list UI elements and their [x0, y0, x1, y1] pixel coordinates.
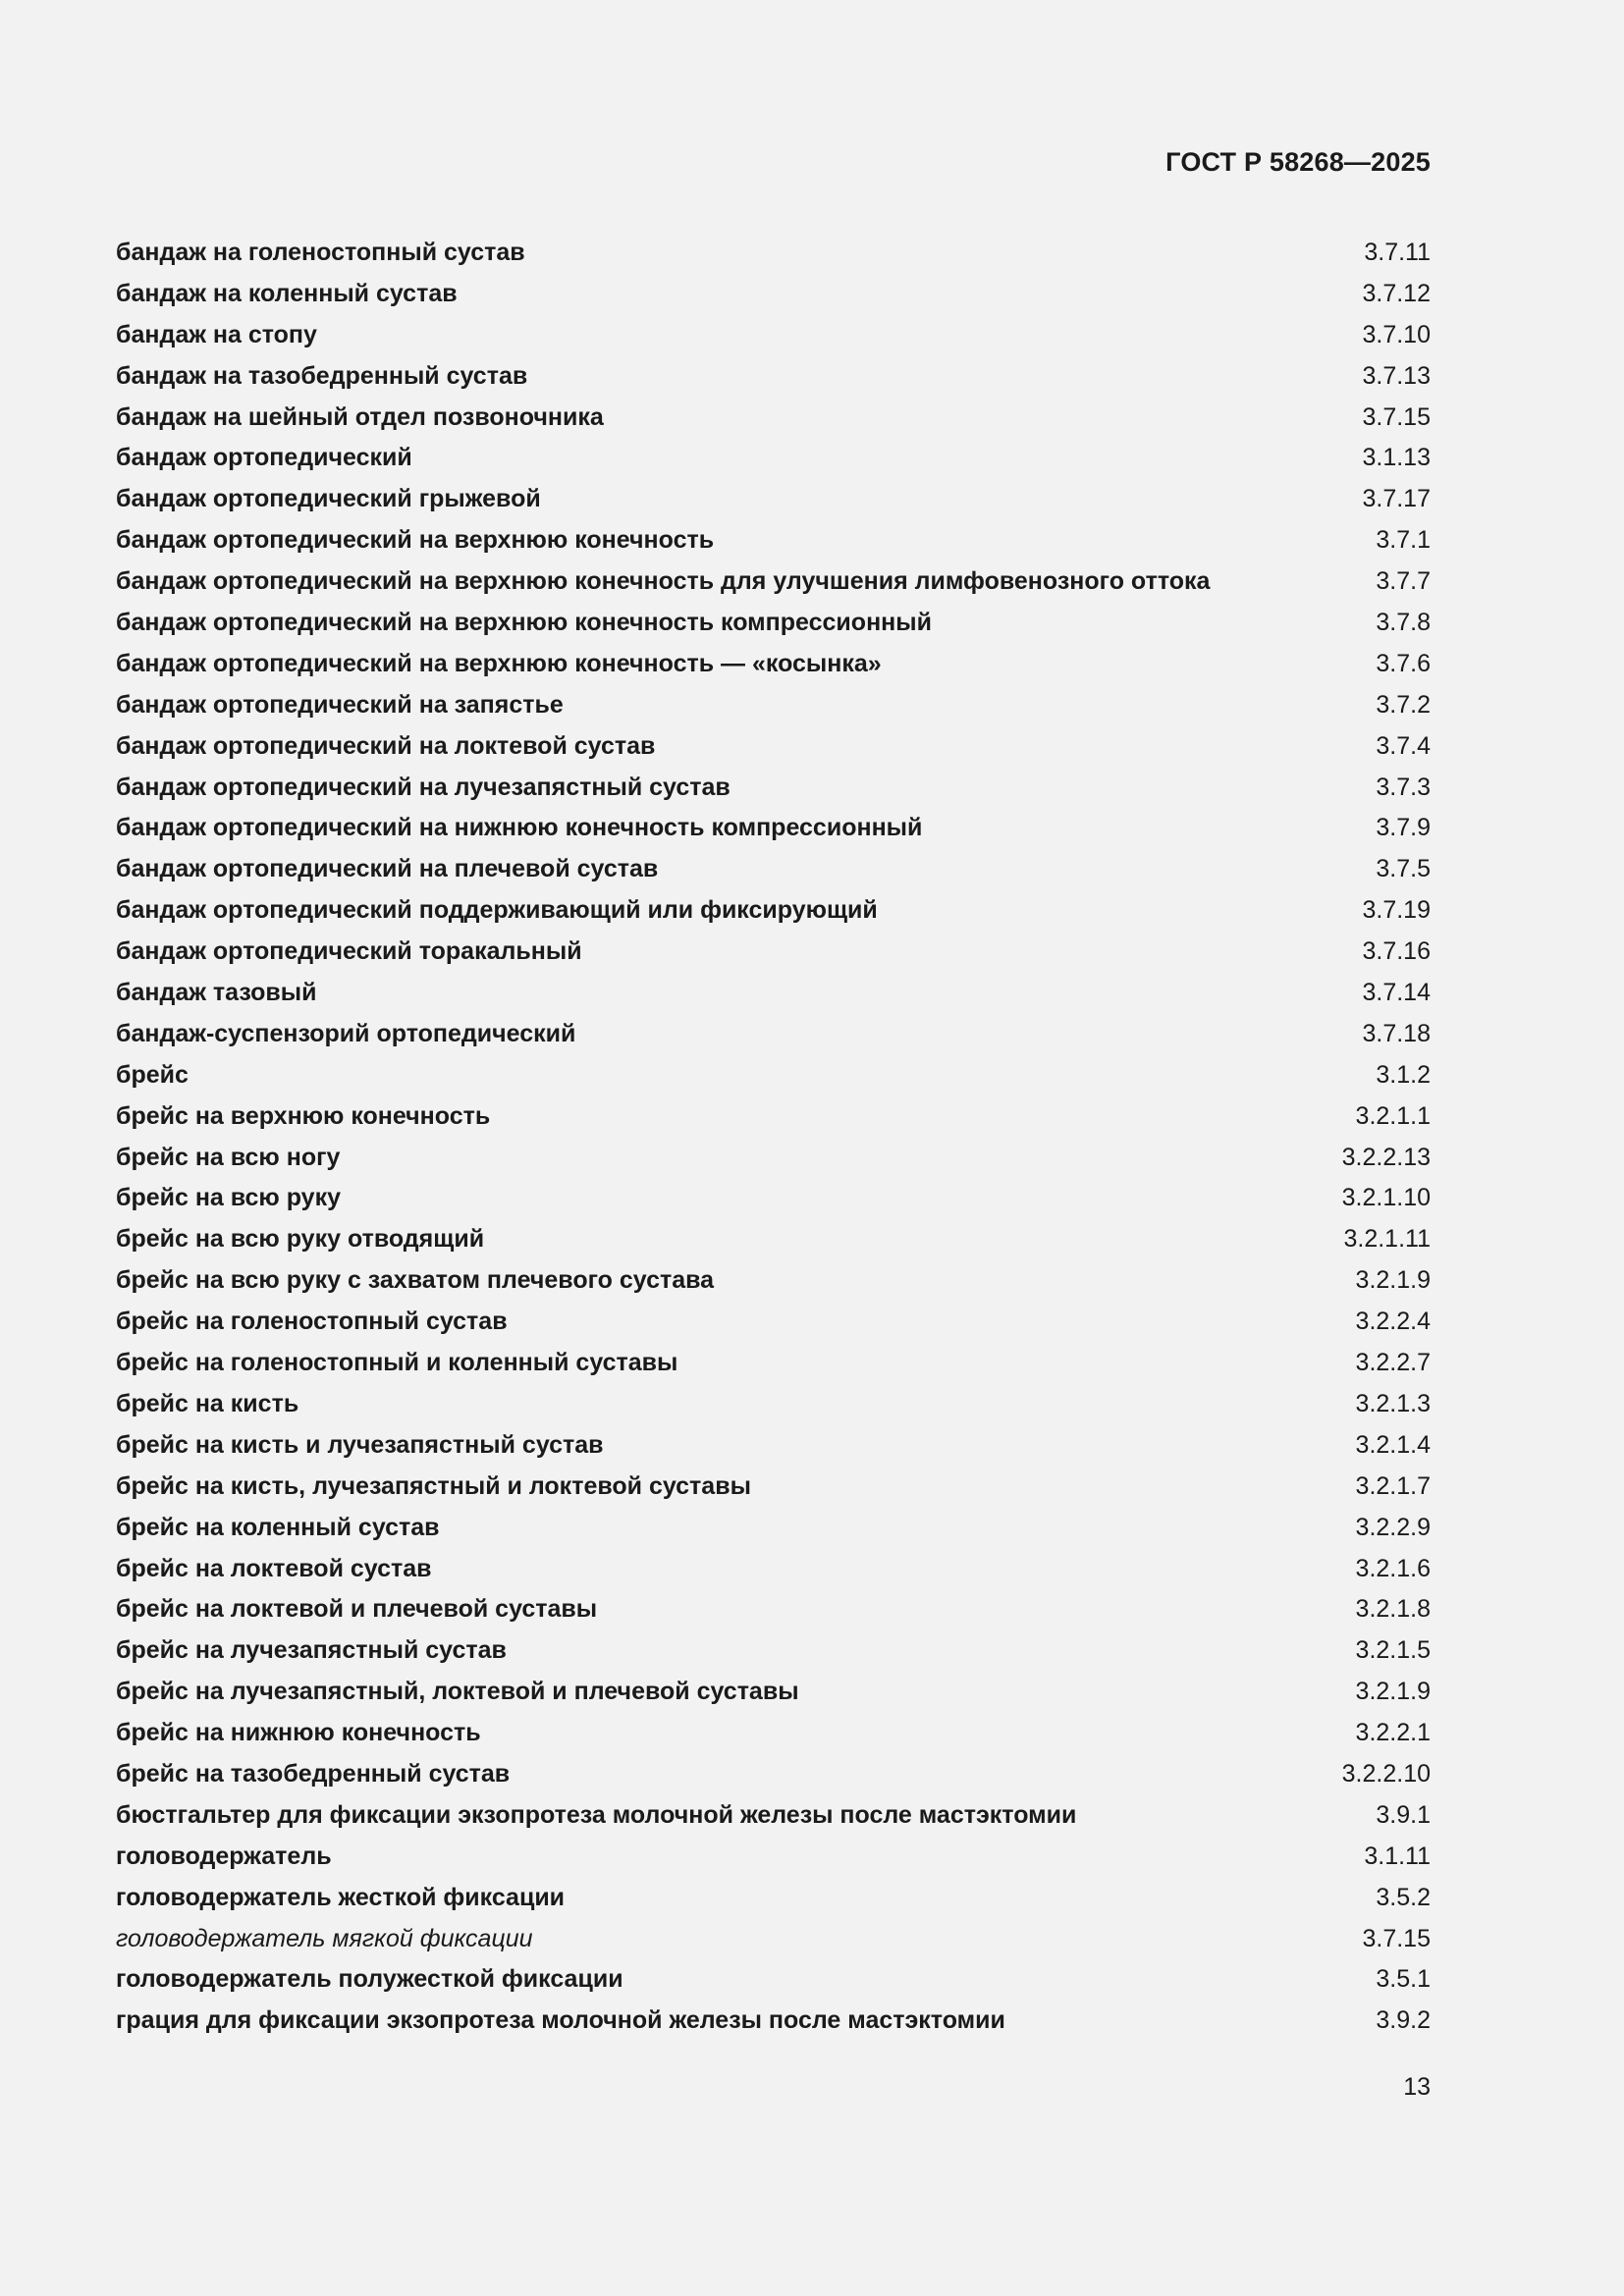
index-reference: 3.2.2.1	[1355, 1719, 1431, 1747]
index-term: брейс	[116, 1060, 189, 1089]
index-entry	[116, 1713, 1431, 1754]
index-term: брейс на всю руку	[116, 1184, 341, 1212]
index-reference: 3.1.13	[1362, 444, 1431, 472]
index-entry	[116, 520, 1431, 561]
index-entry	[116, 1467, 1431, 1508]
index-reference: 3.7.4	[1376, 731, 1431, 760]
index-entry	[116, 1014, 1431, 1055]
index-reference: 3.7.12	[1362, 279, 1431, 307]
index-entry	[116, 1795, 1431, 1837]
index-entry	[116, 603, 1431, 644]
index-reference: 3.2.2.13	[1341, 1143, 1431, 1171]
index-term: бандаж ортопедический на плечевой сустав	[116, 855, 659, 883]
index-term: бандаж на тазобедренный сустав	[116, 361, 528, 390]
index-reference: 3.7.10	[1362, 320, 1431, 348]
index-reference: 3.2.1.10	[1341, 1184, 1431, 1212]
index-term: бандаж ортопедический на верхнюю конечность компрессионный	[116, 609, 932, 637]
index-entry	[116, 1384, 1431, 1425]
index-entry	[116, 561, 1431, 603]
index-entry	[116, 233, 1431, 274]
index-term: брейс на всю руку с захватом плечевого сустава	[116, 1266, 715, 1295]
index-reference: 3.7.15	[1362, 1924, 1431, 1952]
index-entry	[116, 1055, 1431, 1096]
index-term: бандаж ортопедический поддерживающий или фиксирующий	[116, 896, 878, 925]
index-term: головодержатель мягкой фиксации	[116, 1924, 533, 1952]
index-term: брейс на кисть, лучезапястный и локтевой суставы	[116, 1471, 751, 1500]
index-entry	[116, 685, 1431, 726]
index-reference: 3.7.11	[1364, 239, 1431, 266]
index-entry	[116, 1589, 1431, 1630]
index-term: бандаж ортопедический на запястье	[116, 690, 564, 719]
index-reference: 3.5.1	[1376, 1965, 1431, 1994]
index-entry	[116, 1260, 1431, 1302]
index-term: бандаж ортопедический грыжевой	[116, 485, 541, 513]
index-reference: 3.2.2.7	[1355, 1349, 1431, 1377]
index-entry	[116, 1672, 1431, 1713]
index-entry	[116, 808, 1431, 849]
index-entry	[116, 356, 1431, 398]
index-reference: 3.7.15	[1362, 402, 1431, 431]
index-entry	[116, 438, 1431, 479]
index-term: брейс на всю руку отводящий	[116, 1225, 485, 1254]
index-term: бандаж ортопедический	[116, 444, 412, 472]
index-term: бандаж тазовый	[116, 979, 317, 1007]
index-term: брейс на тазобедренный сустав	[116, 1759, 511, 1788]
index-reference: 3.7.19	[1362, 896, 1431, 925]
index-entry	[116, 932, 1431, 973]
index-entry	[116, 1919, 1431, 1960]
page-number: 13	[1403, 2073, 1431, 2101]
index-term: брейс на локтевой сустав	[116, 1554, 432, 1582]
index-reference: 3.7.18	[1362, 1019, 1431, 1047]
index-term: головодержатель полужесткой фиксации	[116, 1965, 623, 1994]
index-reference: 3.9.2	[1376, 2006, 1431, 2035]
index-entry	[116, 1878, 1431, 1919]
index-reference: 3.9.1	[1376, 1800, 1431, 1829]
index-entry	[116, 890, 1431, 932]
index-reference: 3.2.2.9	[1355, 1513, 1431, 1541]
index-term: брейс на лучезапястный сустав	[116, 1636, 507, 1665]
index-entry	[116, 1302, 1431, 1343]
index-term: бандаж ортопедический на нижнюю конечность компрессионный	[116, 814, 923, 842]
index-entry	[116, 1096, 1431, 1138]
index-reference: 3.7.13	[1362, 361, 1431, 390]
index-reference: 3.5.2	[1376, 1883, 1431, 1911]
index-term: брейс на лучезапястный, локтевой и плечевой суставы	[116, 1678, 799, 1706]
index-term: бандаж на коленный сустав	[116, 279, 458, 307]
index-entry	[116, 315, 1431, 356]
index-term: брейс на кисть	[116, 1389, 299, 1417]
index-term: бандаж-суспензорий ортопедический	[116, 1019, 576, 1047]
index-entry	[116, 1343, 1431, 1384]
index-entry	[116, 768, 1431, 809]
index-term: бандаж на голеностопный сустав	[116, 239, 525, 266]
index-entry	[116, 274, 1431, 315]
index-reference: 3.7.9	[1376, 814, 1431, 842]
index-term: бандаж на стопу	[116, 320, 317, 348]
index-term: бандаж ортопедический на верхнюю конечность для улучшения лимфовенозного оттока	[116, 567, 1211, 596]
index-reference: 3.2.1.9	[1355, 1266, 1431, 1295]
index-reference: 3.7.2	[1376, 690, 1431, 719]
index-term: бюстгальтер для фиксации экзопротеза молочной железы после мастэктомии	[116, 1800, 1077, 1829]
index-reference: 3.2.1.5	[1355, 1636, 1431, 1665]
alphabetical-index	[116, 233, 1431, 2042]
index-reference: 3.7.3	[1376, 773, 1431, 801]
index-entry	[116, 1549, 1431, 1590]
index-entry	[116, 1508, 1431, 1549]
index-term: брейс на кисть и лучезапястный сустав	[116, 1430, 604, 1459]
index-term: головодержатель жесткой фиксации	[116, 1883, 566, 1911]
index-reference: 3.2.1.11	[1343, 1225, 1431, 1254]
index-reference: 3.7.16	[1362, 937, 1431, 966]
index-term: грация для фиксации экзопротеза молочной железы после мастэктомии	[116, 2006, 1005, 2035]
index-reference: 3.7.7	[1376, 567, 1431, 596]
index-entry	[116, 1630, 1431, 1672]
index-term: бандаж ортопедический на локтевой сустав	[116, 731, 656, 760]
index-reference: 3.7.14	[1362, 979, 1431, 1007]
index-reference: 3.2.2.4	[1355, 1308, 1431, 1336]
index-entry	[116, 973, 1431, 1014]
index-term: брейс на всю ногу	[116, 1143, 341, 1171]
index-term: бандаж на шейный отдел позвоночника	[116, 402, 604, 431]
index-term: брейс на голеностопный сустав	[116, 1308, 508, 1336]
index-entry	[116, 1754, 1431, 1795]
index-reference: 3.7.17	[1362, 485, 1431, 513]
index-entry	[116, 398, 1431, 439]
index-term: брейс на нижнюю конечность	[116, 1719, 481, 1747]
index-reference: 3.1.2	[1376, 1060, 1431, 1089]
index-reference: 3.2.1.6	[1355, 1554, 1431, 1582]
index-reference: 3.2.2.10	[1341, 1759, 1431, 1788]
index-reference: 3.7.6	[1376, 649, 1431, 677]
index-reference: 3.7.8	[1376, 609, 1431, 637]
index-term: головодержатель	[116, 1842, 332, 1870]
index-entry	[116, 726, 1431, 768]
index-term: брейс на голеностопный и коленный суставы	[116, 1349, 678, 1377]
index-term: брейс на коленный сустав	[116, 1513, 440, 1541]
index-term: бандаж ортопедический на верхнюю конечность — «косынка»	[116, 649, 882, 677]
index-entry	[116, 1178, 1431, 1219]
index-reference: 3.2.1.4	[1355, 1430, 1431, 1459]
index-entry	[116, 1425, 1431, 1467]
index-reference: 3.7.5	[1376, 855, 1431, 883]
index-reference: 3.2.1.9	[1355, 1678, 1431, 1706]
index-entry	[116, 479, 1431, 520]
index-entry	[116, 1138, 1431, 1179]
index-reference: 3.1.11	[1364, 1842, 1431, 1870]
index-term: бандаж ортопедический на верхнюю конечность	[116, 526, 715, 555]
index-term: брейс на локтевой и плечевой суставы	[116, 1595, 598, 1624]
index-entry	[116, 1837, 1431, 1878]
index-term: бандаж ортопедический торакальный	[116, 937, 582, 966]
index-term: брейс на верхнюю конечность	[116, 1101, 491, 1130]
index-reference: 3.7.1	[1376, 526, 1431, 555]
index-term: бандаж ортопедический на лучезапястный сустав	[116, 773, 731, 801]
index-entry	[116, 2001, 1431, 2042]
index-reference: 3.2.1.7	[1355, 1471, 1431, 1500]
index-reference: 3.2.1.8	[1355, 1595, 1431, 1624]
index-entry	[116, 1219, 1431, 1260]
index-entry	[116, 1959, 1431, 2001]
document-header: ГОСТ Р 58268—2025	[1165, 147, 1431, 177]
index-reference: 3.2.1.1	[1355, 1101, 1431, 1130]
index-entry	[116, 644, 1431, 685]
index-reference: 3.2.1.3	[1355, 1389, 1431, 1417]
index-entry	[116, 849, 1431, 890]
